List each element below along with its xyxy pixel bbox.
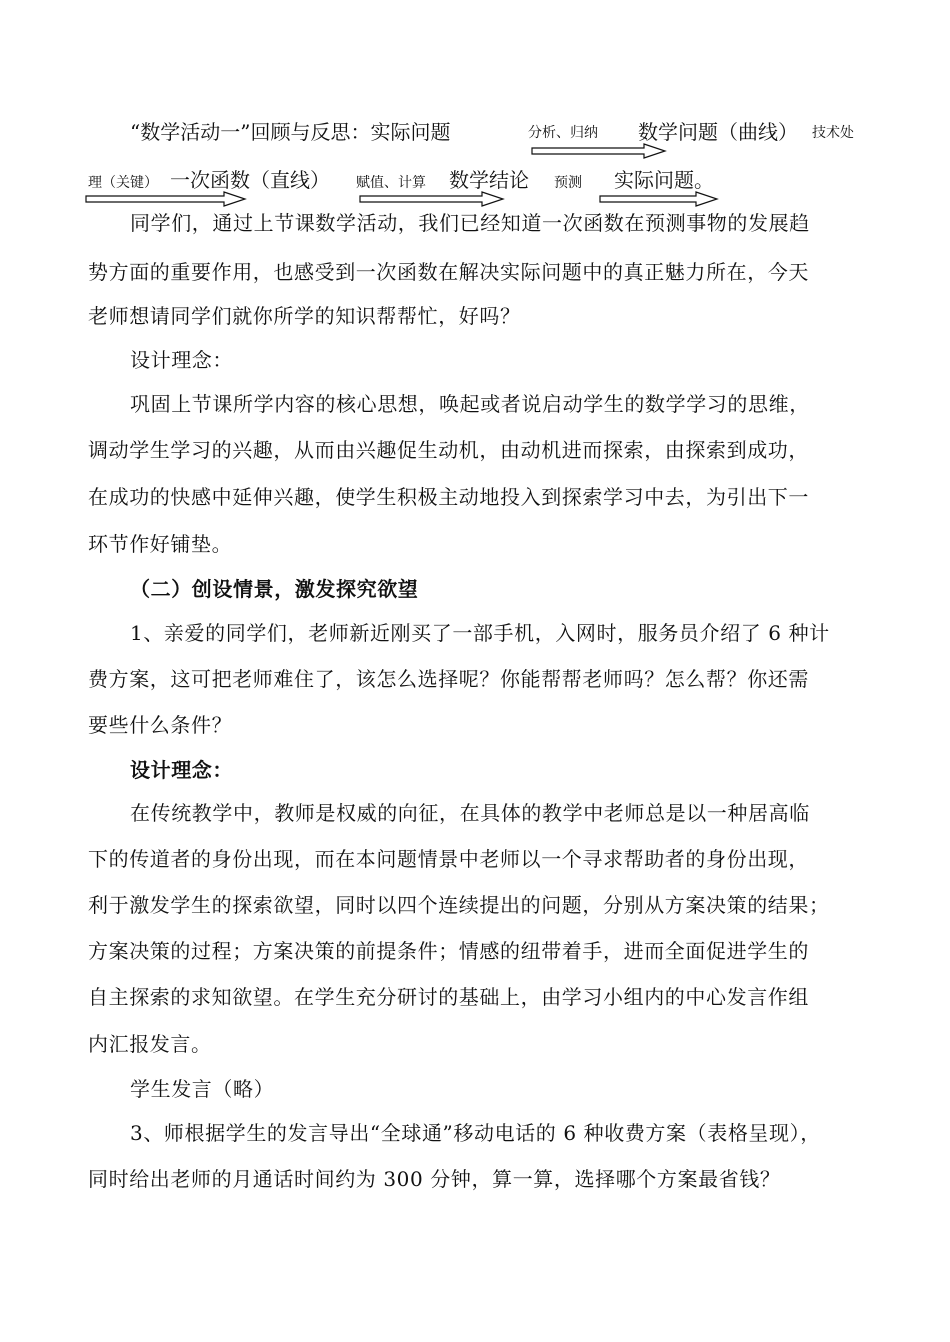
- flow-node4: 数学结论: [449, 168, 529, 192]
- paragraph-line: 同时给出老师的月通话时间约为 300 分钟，算一算，选择哪个方案最省钱？: [88, 1167, 781, 1191]
- flow-arrow-1: [532, 144, 666, 158]
- paragraph-line: 势方面的重要作用，也感受到一次函数在解决实际问题中的真正魅力所在，今天: [88, 260, 809, 284]
- flow-arrow-4: [600, 192, 718, 206]
- flow-arrow-2: [86, 192, 246, 206]
- paragraph-line: 内汇报发言。: [88, 1032, 212, 1056]
- paragraph-line: 1、亲爱的同学们，老师新近刚买了一部手机，入网时，服务员介绍了 6 种计: [130, 621, 830, 645]
- student-speech: 学生发言（略）: [130, 1077, 275, 1101]
- paragraph-line: 调动学生学习的兴趣，从而由兴趣促生动机，由动机进而探索，由探索到成功，: [88, 438, 809, 462]
- design-concept-title: 设计理念：: [130, 758, 233, 782]
- paragraph-line: 费方案，这可把老师难住了，该怎么选择呢？你能帮帮老师吗？怎么帮？你还需: [88, 667, 809, 691]
- flow-intro: “数学活动一”回顾与反思：实际问题: [130, 120, 451, 144]
- paragraph-line: 要些什么条件？: [88, 713, 233, 737]
- paragraph-line: 3、师根据学生的发言导出“全球通”移动电话的 6 种收费方案（表格呈现），: [130, 1121, 821, 1145]
- flow-arrow-3: [360, 192, 504, 206]
- paragraph-line: 自主探索的求知欲望。在学生充分研讨的基础上，由学习小组内的中心发言作组: [88, 985, 809, 1009]
- section-heading: （二）创设情景，激发探究欲望: [130, 577, 419, 601]
- flow-step3-label: 赋值、计算: [356, 175, 426, 191]
- flow-step2-label-a: 技术处: [812, 125, 854, 141]
- paragraph-line: 老师想请同学们就你所学的知识帮帮忙，好吗？: [88, 304, 521, 328]
- paragraph-line: 巩固上节课所学内容的核心思想，唤起或者说启动学生的数学学习的思维，: [130, 392, 810, 416]
- design-concept-title: 设计理念：: [130, 348, 233, 372]
- paragraph-line: 方案决策的过程；方案决策的前提条件；情感的纽带着手，进而全面促进学生的: [88, 939, 809, 963]
- paragraph-line: 下的传道者的身份出现，而在本问题情景中老师以一个寻求帮助者的身份出现，: [88, 847, 809, 871]
- paragraph-line: 在成功的快感中延伸兴趣，使学生积极主动地投入到探索学习中去，为引出下一: [88, 485, 809, 509]
- flow-node2: 数学问题（曲线）: [638, 120, 798, 144]
- flow-node5: 实际问题。: [614, 168, 714, 192]
- flow-node3: 一次函数（直线）: [170, 168, 330, 192]
- flow-step4-label: 预测: [554, 175, 582, 191]
- paragraph-line: 环节作好铺垫。: [88, 532, 233, 556]
- paragraph-line: 利于激发学生的探索欲望，同时以四个连续提出的问题，分别从方案决策的结果；: [88, 893, 830, 917]
- flow-step2-label-b: 理（关键）: [88, 175, 158, 191]
- paragraph-line: 同学们，通过上节课数学活动，我们已经知道一次函数在预测事物的发展趋: [130, 211, 810, 235]
- flow-step1-label: 分析、归纳: [528, 125, 598, 141]
- paragraph-line: 在传统教学中，教师是权威的向征，在具体的教学中老师总是以一种居高临: [130, 801, 810, 825]
